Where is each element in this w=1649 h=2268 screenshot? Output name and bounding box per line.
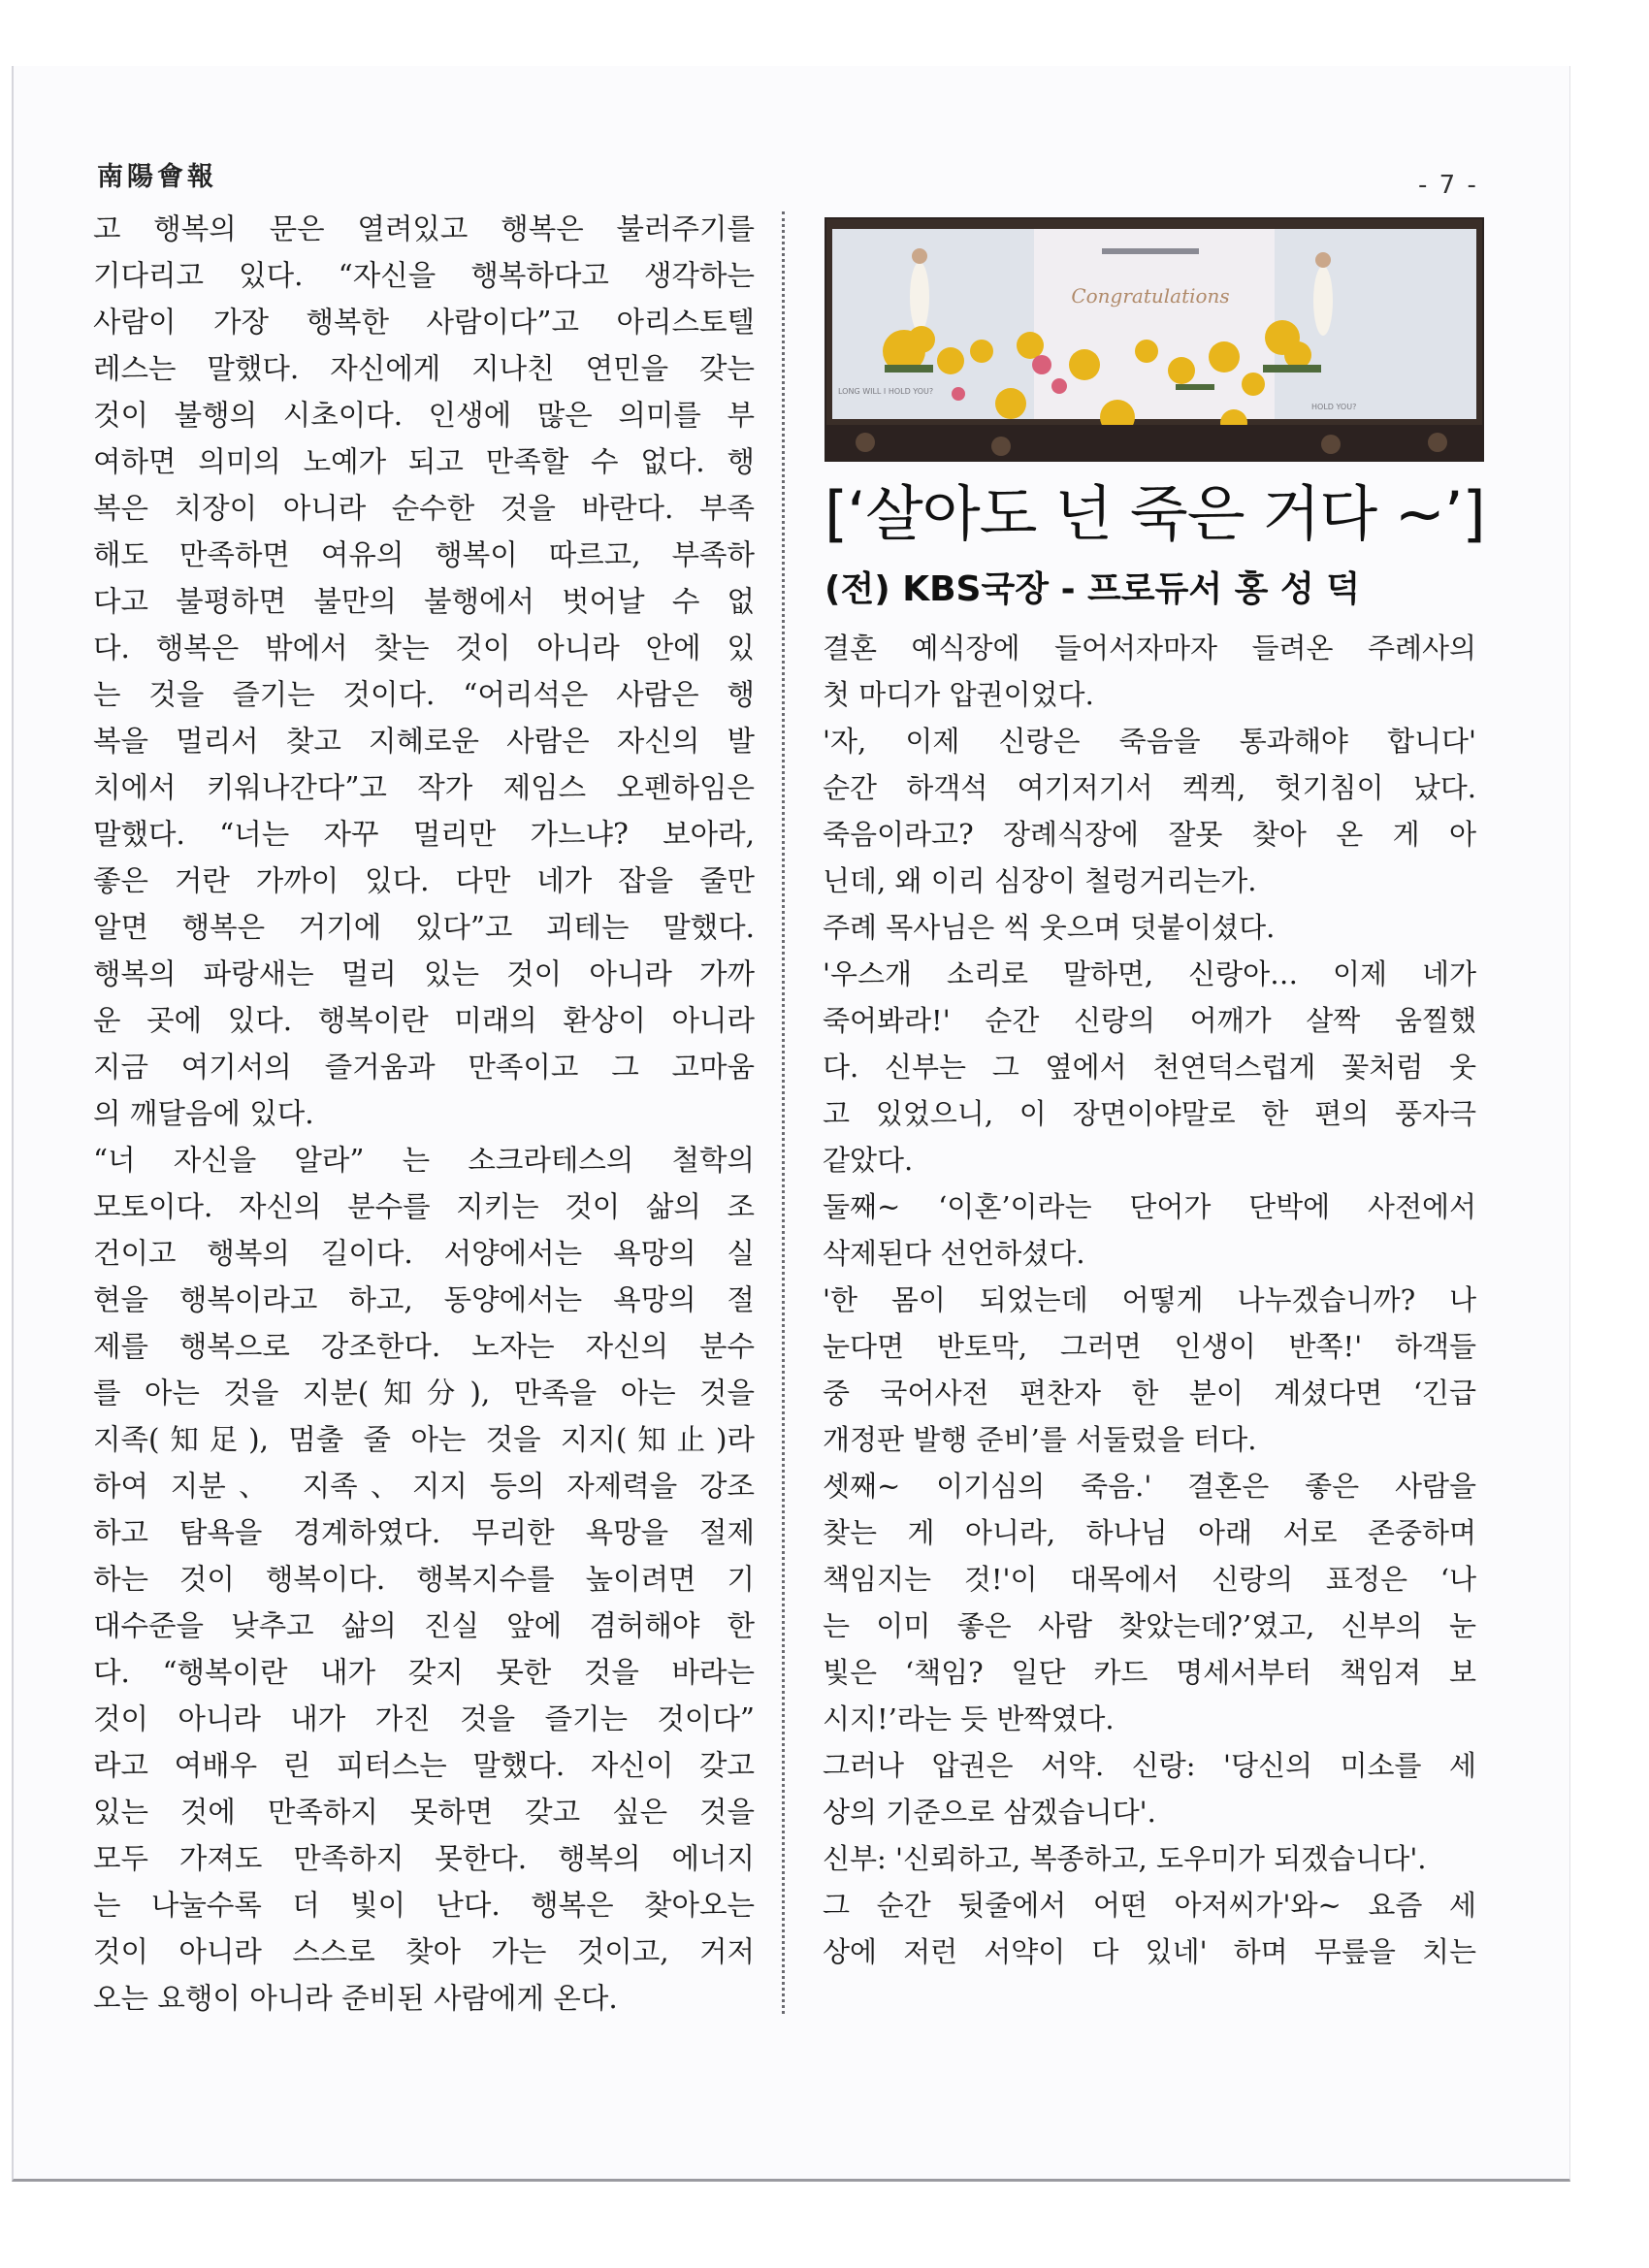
text-line: 라고 여배우 린 피터스는 말했다. 자신이 갖고 [93, 1749, 755, 1782]
text-line: 오는 요행이 아니라 준비된 사람에게 온다. [93, 1982, 618, 2015]
text-line: 의 깨달음에 있다. [93, 1097, 314, 1130]
text-line: 찾는 게 아니라, 하나님 아래 서로 존중하며 [823, 1516, 1476, 1549]
text-line: 사람이 가장 행복한 사람이다”고 아리스토텔 [93, 306, 755, 339]
text-line: 눈다면 반토막, 그러면 인생이 반쪽!' 하객들 [823, 1330, 1476, 1363]
text-line: 대수준을 낮추고 삶의 진실 앞에 겸허해야 한 [93, 1609, 755, 1642]
text-line: 중 국어사전 편찬자 한 분이 계셨다면 ‘긴급 [823, 1377, 1476, 1409]
right-column-article [823, 625, 1476, 1975]
text-line: 제를 행복으로 강조한다. 노자는 자신의 분수 [93, 1330, 755, 1363]
text-line: 삭제된다 선언하셨다. [823, 1237, 1085, 1270]
text-line: 기다리고 있다. “자신을 행복하다고 생각하는 [93, 259, 755, 292]
page-number: - 7 - [1418, 171, 1478, 200]
text-line: 지금 여기서의 즐거움과 만족이고 그 고마움 [93, 1051, 755, 1084]
text-line: 를 아는 것을 지분(知分), 만족을 아는 것을 [93, 1377, 755, 1409]
text-line: 는 나눌수록 더 빛이 난다. 행복은 찾아오는 [93, 1889, 755, 1922]
text-line: 해도 만족하면 여유의 행복이 따르고, 부족하 [93, 538, 755, 571]
text-line: “너 자신을 알라” 는 소크라테스의 철학의 [93, 1144, 755, 1177]
text-line: 다. “행복이란 내가 갖지 못한 것을 바라는 [93, 1656, 755, 1689]
text-line: 상에 저런 서약이 다 있네' 하며 무릎을 치는 [823, 1935, 1476, 1968]
text-line: 행복의 파랑새는 멀리 있는 것이 아니라 가까 [93, 957, 755, 990]
text-line: 말했다. “너는 자꾸 멀리만 가느냐? 보아라, [93, 818, 755, 851]
text-line: 는 것을 즐기는 것이다. “어리석은 사람은 행 [93, 678, 755, 711]
text-line: 다고 불평하면 불만의 불행에서 벗어날 수 없 [93, 585, 755, 618]
text-line: 개정판 발행 준비’를 서둘렀을 터다. [823, 1423, 1257, 1456]
screen-caption: Congratulations [1071, 284, 1230, 308]
text-line: 치에서 키워나간다”고 작가 제임스 오펜하임은 [93, 771, 755, 804]
text-line: 같았다. [823, 1144, 914, 1177]
text-line: '한 몸이 되었는데 어떻게 나누겠습니까? 나 [823, 1283, 1476, 1316]
screen-text-left: LONG WILL I HOLD YOU? [838, 387, 934, 396]
text-line: 닌데, 왜 이리 심장이 철렁거리는가. [823, 864, 1257, 897]
text-line: 복을 멀리서 찾고 지혜로운 사람은 자신의 발 [93, 725, 755, 758]
text-line: 빛은 ‘책임? 일단 카드 명세서부터 책임져 보 [823, 1656, 1476, 1689]
text-line: 결혼 예식장에 들어서자마자 들려온 주례사의 [823, 632, 1476, 664]
text-line: 지족(知足), 멈출 줄 아는 것을 지지(知止)라 [93, 1423, 755, 1456]
text-line: 죽음이라고? 장례식장에 잘못 찾아 온 게 아 [823, 818, 1476, 851]
text-line: 셋째~ 이기심의 죽음.' 결혼은 좋은 사람을 [823, 1470, 1476, 1503]
text-line: 알면 행복은 거기에 있다”고 괴테는 말했다. [93, 911, 755, 944]
masthead: 南陽會報 [97, 162, 217, 192]
text-line: 있는 것에 만족하지 못하면 갖고 싶은 것을 [93, 1796, 755, 1829]
text-line: 고 있었으니, 이 장면이야말로 한 편의 풍자극 [823, 1097, 1476, 1130]
text-line: 상의 기준으로 삼겠습니다'. [823, 1796, 1156, 1829]
text-line: 다. 행복은 밖에서 찾는 것이 아니라 안에 있 [93, 632, 755, 664]
text-line: 여하면 의미의 노예가 되고 만족할 수 없다. 행 [93, 445, 755, 478]
text-line: 레스는 말했다. 자신에게 지나친 연민을 갖는 [93, 352, 755, 385]
left-column-article [93, 206, 755, 2022]
text-line: 모토이다. 자신의 분수를 지키는 것이 삶의 조 [93, 1190, 755, 1223]
text-line: 것이 아니라 내가 가진 것을 즐기는 것이다” [93, 1702, 755, 1735]
column-divider [782, 211, 785, 2014]
text-line: 다. 신부는 그 옆에서 천연덕스럽게 꽃처럼 웃 [823, 1051, 1476, 1084]
text-line: 는 이미 좋은 사람 찾았는데?’였고, 신부의 눈 [823, 1609, 1476, 1642]
text-line: 모두 가져도 만족하지 못한다. 행복의 에너지 [93, 1842, 755, 1875]
wedding-stage-illustration [826, 219, 1482, 460]
screen-text-right: HOLD YOU? [1311, 403, 1357, 411]
text-line: 책임지는 것!'이 대목에서 신랑의 표정은 ‘나 [823, 1563, 1476, 1596]
text-line: 복은 치장이 아니라 순수한 것을 바란다. 부족 [93, 492, 755, 525]
text-line: 것이 아니라 스스로 찾아 가는 것이고, 거저 [93, 1935, 755, 1968]
text-line: 것이 불행의 시초이다. 인생에 많은 의미를 부 [93, 399, 755, 432]
text-line: 건이고 행복의 길이다. 서양에서는 욕망의 실 [93, 1237, 755, 1270]
text-line: 시지!’라는 듯 반짝였다. [823, 1702, 1115, 1735]
text-line: 하는 것이 행복이다. 행복지수를 높이려면 기 [93, 1563, 755, 1596]
article-headline: [‘살아도 넌 죽은 거다 ~’] [824, 478, 1485, 549]
text-line: '자, 이제 신랑은 죽음을 통과해야 합니다' [823, 725, 1476, 758]
text-line: 현을 행복이라고 하고, 동양에서는 욕망의 절 [93, 1283, 755, 1316]
text-line: 좋은 거란 가까이 있다. 다만 네가 잡을 줄만 [93, 864, 755, 897]
text-line: 신부: '신뢰하고, 복종하고, 도우미가 되겠습니다'. [823, 1842, 1427, 1875]
text-line: 죽어봐라!' 순간 신랑의 어깨가 살짝 움찔했 [823, 1004, 1476, 1037]
text-line: 하고 탐욕을 경계하였다. 무리한 욕망을 절제 [93, 1516, 755, 1549]
text-line: 고 행복의 문은 열려있고 행복은 불러주기를 [93, 212, 755, 245]
text-line: 운 곳에 있다. 행복이란 미래의 환상이 아니라 [93, 1004, 755, 1037]
text-line: 첫 마디가 압권이었다. [823, 678, 1094, 711]
text-line: 둘째~ ‘이혼’이라는 단어가 단박에 사전에서 [823, 1190, 1476, 1223]
text-line: 그러나 압권은 서약. 신랑: '당신의 미소를 세 [823, 1749, 1476, 1782]
wedding-ceremony-photo [824, 217, 1484, 462]
text-line: 주례 목사님은 씩 웃으며 덧붙이셨다. [823, 911, 1276, 944]
article-byline: (전) KBS국장 - 프로듀서 홍 성 덕 [824, 569, 1361, 609]
text-line: '우스개 소리로 말하면, 신랑아… 이제 네가 [823, 957, 1476, 990]
text-line: 하여 지분、 지족、지지 등의 자제력을 강조 [93, 1470, 755, 1503]
text-line: 그 순간 뒷줄에서 어떤 아저씨가'와~ 요즘 세 [823, 1889, 1476, 1922]
text-line: 순간 하객석 여기저기서 켁켁, 헛기침이 났다. [823, 771, 1476, 804]
